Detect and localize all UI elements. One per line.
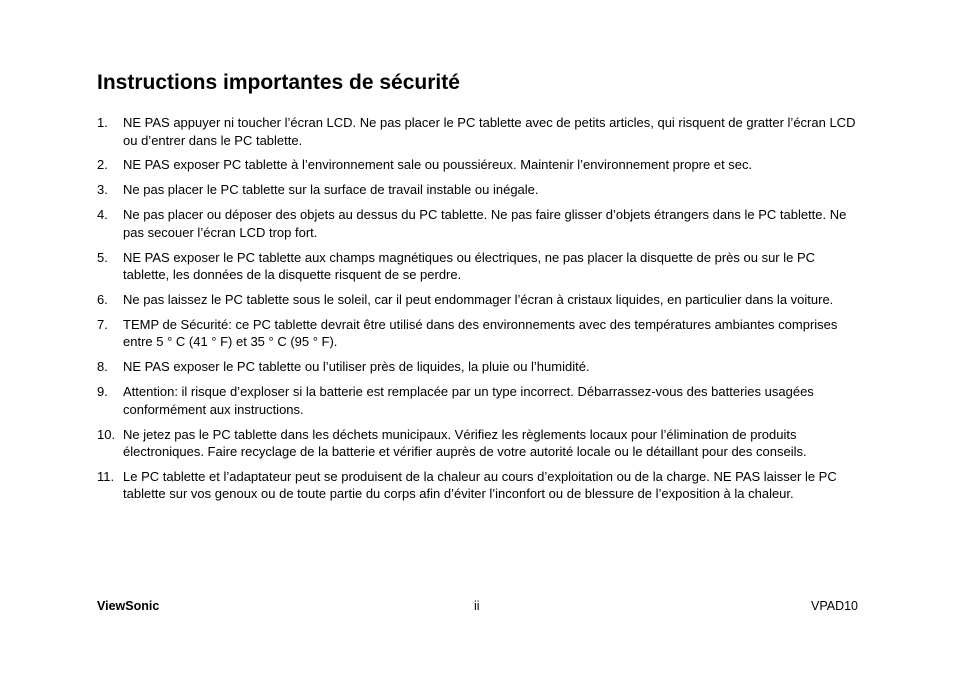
- safety-instructions-list: [97, 114, 862, 510]
- item-text: NE PAS exposer le PC tablette aux champs magnétiques ou électriques, ne pas placer la disquette de près ou sur le PC tablette, les données de la disquette risquent de se perdre.: [123, 249, 816, 283]
- list-item: [97, 249, 862, 284]
- item-text: Ne pas placer le PC tablette sur la surface de travail instable ou inégale.: [123, 182, 539, 198]
- list-item: [97, 426, 862, 461]
- item-number: 7.: [97, 316, 108, 332]
- item-number: 3.: [97, 182, 108, 198]
- item-number: 6.: [97, 291, 108, 307]
- page-title: Instructions importantes de sécurité: [97, 71, 460, 94]
- footer-brand: ViewSonic: [97, 599, 160, 613]
- item-text: NE PAS exposer PC tablette à l’environnement sale ou poussiéreux. Maintenir l’environnement propre et sec.: [123, 157, 753, 173]
- item-text: NE PAS exposer le PC tablette ou l’utiliser près de liquides, la pluie ou l’humidité.: [123, 359, 590, 375]
- item-number: 10.: [97, 426, 116, 442]
- item-number: 11.: [97, 468, 115, 484]
- item-number: 9.: [97, 384, 108, 400]
- list-item: [97, 291, 862, 309]
- item-text: Ne jetez pas le PC tablette dans les déchets municipaux. Vérifiez les règlements locaux pour l’élimination de produits électroniques. Faire recyclage de la batterie et vérifier auprès de votre autorité locale ou le détaillant pour des conseils.: [123, 426, 807, 460]
- item-text: Ne pas placer ou déposer des objets au dessus du PC tablette. Ne pas faire glisser d’objets étrangers dans le PC tablette. Ne pas secouer l’écran LCD trop fort.: [123, 207, 847, 240]
- item-text: Attention: il risque d’exploser si la batterie est remplacée par un type incorrect. Débarrassez-vous des batteries usagées conformément aux instructions.: [123, 384, 814, 417]
- list-item: [97, 114, 862, 149]
- item-number: 5.: [97, 249, 108, 265]
- list-item: [97, 316, 862, 351]
- item-text: TEMP de Sécurité: ce PC tablette devrait être utilisé dans des environnements avec des températures ambiantes comprises entre 5 ° C (41 ° F) et 35 ° C (95 ° F).: [123, 316, 838, 350]
- item-text: NE PAS appuyer ni toucher l’écran LCD. Ne pas placer le PC tablette avec de petits articles, qui risquent de gratter l’écran LCD ou d’entrer dans le PC tablette.: [123, 115, 856, 148]
- item-text: Ne pas laissez le PC tablette sous le soleil, car il peut endommager l’écran à cristaux liquides, en particulier dans la voiture.: [123, 291, 834, 307]
- list-item: [97, 383, 862, 418]
- item-number: 2.: [97, 157, 108, 173]
- list-item: [97, 181, 862, 199]
- footer-model: VPAD10: [810, 599, 858, 613]
- list-item: [97, 358, 862, 376]
- item-text: Le PC tablette et l’adaptateur peut se produisent de la chaleur au cours d’exploitation ou de la charge. NE PAS laisser le PC tablette sur vos genoux ou de toute partie du corps afin d’éviter l’inconfort ou de blessure de l’exposition à la chaleur.: [123, 468, 837, 502]
- item-number: 4.: [97, 207, 108, 223]
- list-item: [97, 156, 862, 174]
- item-number: 1.: [97, 115, 108, 130]
- list-item: [97, 206, 862, 241]
- list-item: [97, 468, 862, 503]
- footer-page-number: ii: [474, 599, 480, 613]
- item-number: 8.: [97, 359, 108, 375]
